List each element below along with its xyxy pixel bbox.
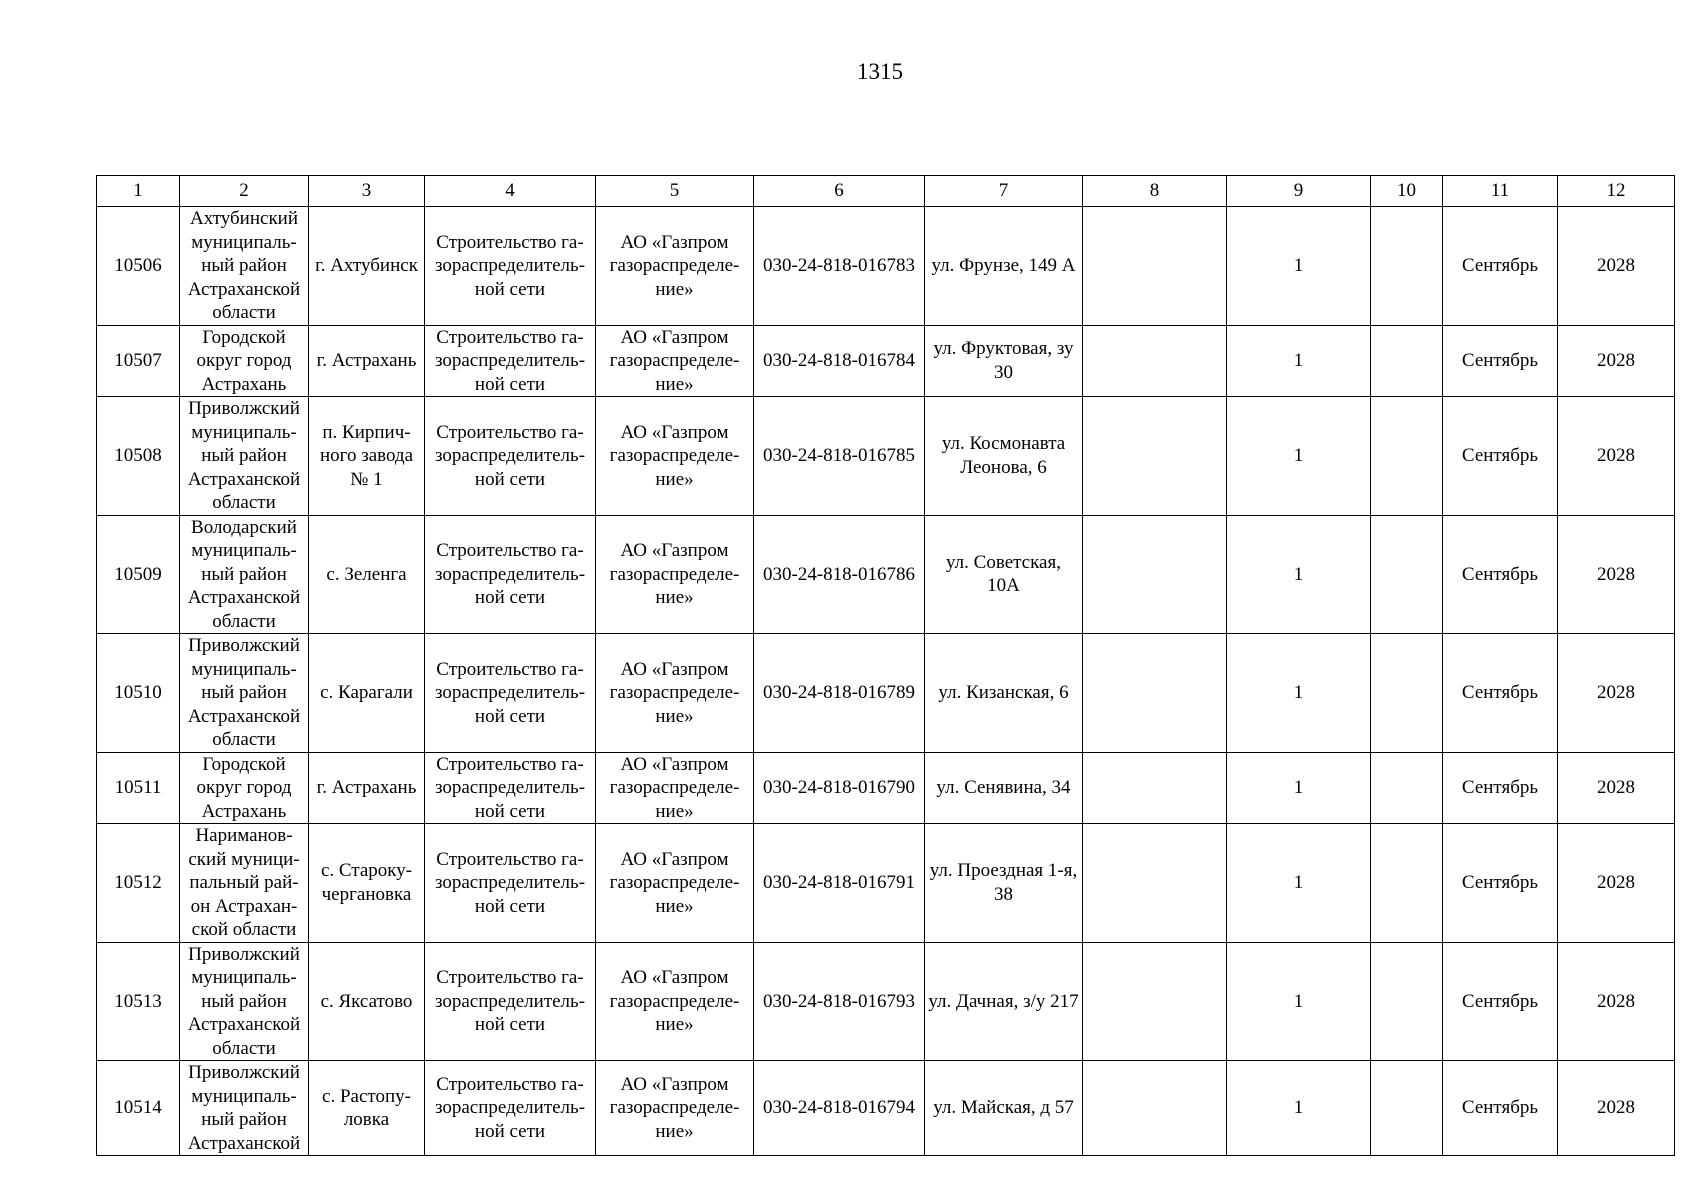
- object-code-cell: 030-24-818-016793: [754, 942, 925, 1061]
- column-number-cell: 3: [309, 176, 425, 207]
- month-cell: Сентябрь: [1443, 634, 1558, 753]
- municipality-cell: Приволжский муниципаль- ный район Астраханской: [180, 1061, 309, 1156]
- column-10-cell: [1371, 634, 1443, 753]
- column-10-cell: [1371, 397, 1443, 516]
- column-8-cell: [1083, 634, 1227, 753]
- column-number-row: [97, 176, 1675, 207]
- address-cell: ул. Майская, д 57: [925, 1061, 1083, 1156]
- column-10-cell: [1371, 824, 1443, 943]
- column-8-cell: [1083, 942, 1227, 1061]
- column-10-cell: [1371, 515, 1443, 634]
- municipality-cell: Приволжский муниципаль- ный район Астраханской области: [180, 634, 309, 753]
- object-code-cell: 030-24-818-016789: [754, 634, 925, 753]
- column-8-cell: [1083, 397, 1227, 516]
- municipality-cell: Володарский муниципаль- ный район Астраханской области: [180, 515, 309, 634]
- work-type-cell: Строительство га- зораспределитель- ной сети: [425, 824, 596, 943]
- month-cell: Сентябрь: [1443, 515, 1558, 634]
- column-10-cell: [1371, 752, 1443, 824]
- address-cell: ул. Сенявина, 34: [925, 752, 1083, 824]
- year-cell: 2028: [1558, 515, 1675, 634]
- row-number-cell: 10514: [97, 1061, 180, 1156]
- work-type-cell: Строительство га- зораспределитель- ной сети: [425, 515, 596, 634]
- address-cell: ул. Дачная, з/у 217: [925, 942, 1083, 1061]
- settlement-cell: с. Растопу- ловка: [309, 1061, 425, 1156]
- quantity-cell: 1: [1227, 1061, 1371, 1156]
- column-number-cell: 10: [1371, 176, 1443, 207]
- table-row: [97, 325, 1675, 397]
- row-number-cell: 10511: [97, 752, 180, 824]
- work-type-cell: Строительство га- зораспределитель- ной сети: [425, 325, 596, 397]
- settlement-cell: с. Яксатово: [309, 942, 425, 1061]
- row-number-cell: 10513: [97, 942, 180, 1061]
- column-number-cell: 9: [1227, 176, 1371, 207]
- municipality-cell: Приволжский муниципаль- ный район Астраханской области: [180, 397, 309, 516]
- settlement-cell: г. Астрахань: [309, 325, 425, 397]
- year-cell: 2028: [1558, 325, 1675, 397]
- settlement-cell: г. Ахтубинск: [309, 207, 425, 326]
- object-code-cell: 030-24-818-016790: [754, 752, 925, 824]
- municipality-cell: Ахтубинский муниципаль- ный район Астраханской области: [180, 207, 309, 326]
- object-code-cell: 030-24-818-016783: [754, 207, 925, 326]
- address-cell: ул. Кизанская, 6: [925, 634, 1083, 753]
- work-type-cell: Строительство га- зораспределитель- ной сети: [425, 207, 596, 326]
- column-number-cell: 2: [180, 176, 309, 207]
- table-row: [97, 397, 1675, 516]
- municipality-cell: Нариманов- ский муници- пальный рай- он Астрахан- ской области: [180, 824, 309, 943]
- quantity-cell: 1: [1227, 515, 1371, 634]
- month-cell: Сентябрь: [1443, 942, 1558, 1061]
- month-cell: Сентябрь: [1443, 824, 1558, 943]
- work-type-cell: Строительство га- зораспределитель- ной сети: [425, 1061, 596, 1156]
- object-code-cell: 030-24-818-016784: [754, 325, 925, 397]
- address-cell: ул. Фрунзе, 149 А: [925, 207, 1083, 326]
- object-code-cell: 030-24-818-016786: [754, 515, 925, 634]
- table-row: [97, 207, 1675, 326]
- register-table: [96, 175, 1675, 1156]
- row-number-cell: 10507: [97, 325, 180, 397]
- quantity-cell: 1: [1227, 824, 1371, 943]
- year-cell: 2028: [1558, 1061, 1675, 1156]
- quantity-cell: 1: [1227, 397, 1371, 516]
- organization-cell: АО «Газпром газораспределе- ние»: [596, 634, 754, 753]
- column-10-cell: [1371, 207, 1443, 326]
- column-number-cell: 8: [1083, 176, 1227, 207]
- column-number-cell: 12: [1558, 176, 1675, 207]
- settlement-cell: с. Зеленга: [309, 515, 425, 634]
- column-number-cell: 7: [925, 176, 1083, 207]
- address-cell: ул. Космонавта Леонова, 6: [925, 397, 1083, 516]
- year-cell: 2028: [1558, 397, 1675, 516]
- row-number-cell: 10508: [97, 397, 180, 516]
- address-cell: ул. Проездная 1-я, 38: [925, 824, 1083, 943]
- object-code-cell: 030-24-818-016791: [754, 824, 925, 943]
- year-cell: 2028: [1558, 752, 1675, 824]
- month-cell: Сентябрь: [1443, 1061, 1558, 1156]
- table-row: [97, 752, 1675, 824]
- row-number-cell: 10509: [97, 515, 180, 634]
- table-row: [97, 824, 1675, 943]
- organization-cell: АО «Газпром газораспределе- ние»: [596, 397, 754, 516]
- column-number-cell: 6: [754, 176, 925, 207]
- year-cell: 2028: [1558, 824, 1675, 943]
- settlement-cell: с. Карагали: [309, 634, 425, 753]
- row-number-cell: 10506: [97, 207, 180, 326]
- column-10-cell: [1371, 942, 1443, 1061]
- organization-cell: АО «Газпром газораспределе- ние»: [596, 515, 754, 634]
- month-cell: Сентябрь: [1443, 397, 1558, 516]
- year-cell: 2028: [1558, 942, 1675, 1061]
- address-cell: ул. Фруктовая, зу 30: [925, 325, 1083, 397]
- month-cell: Сентябрь: [1443, 752, 1558, 824]
- quantity-cell: 1: [1227, 207, 1371, 326]
- column-8-cell: [1083, 207, 1227, 326]
- settlement-cell: г. Астрахань: [309, 752, 425, 824]
- address-cell: ул. Советская, 10А: [925, 515, 1083, 634]
- municipality-cell: Городской округ город Астрахань: [180, 752, 309, 824]
- table-row: [97, 942, 1675, 1061]
- organization-cell: АО «Газпром газораспределе- ние»: [596, 942, 754, 1061]
- work-type-cell: Строительство га- зораспределитель- ной сети: [425, 397, 596, 516]
- table-row: [97, 1061, 1675, 1156]
- municipality-cell: Городской округ город Астрахань: [180, 325, 309, 397]
- organization-cell: АО «Газпром газораспределе- ние»: [596, 1061, 754, 1156]
- month-cell: Сентябрь: [1443, 325, 1558, 397]
- column-8-cell: [1083, 824, 1227, 943]
- organization-cell: АО «Газпром газораспределе- ние»: [596, 824, 754, 943]
- column-8-cell: [1083, 515, 1227, 634]
- year-cell: 2028: [1558, 207, 1675, 326]
- column-number-cell: 4: [425, 176, 596, 207]
- work-type-cell: Строительство га- зораспределитель- ной сети: [425, 942, 596, 1061]
- table-row: [97, 634, 1675, 753]
- column-10-cell: [1371, 1061, 1443, 1156]
- column-number-cell: 1: [97, 176, 180, 207]
- column-10-cell: [1371, 325, 1443, 397]
- month-cell: Сентябрь: [1443, 207, 1558, 326]
- column-number-cell: 11: [1443, 176, 1558, 207]
- column-8-cell: [1083, 752, 1227, 824]
- quantity-cell: 1: [1227, 325, 1371, 397]
- organization-cell: АО «Газпром газораспределе- ние»: [596, 325, 754, 397]
- object-code-cell: 030-24-818-016785: [754, 397, 925, 516]
- work-type-cell: Строительство га- зораспределитель- ной сети: [425, 752, 596, 824]
- row-number-cell: 10512: [97, 824, 180, 943]
- quantity-cell: 1: [1227, 752, 1371, 824]
- settlement-cell: п. Кирпич- ного завода № 1: [309, 397, 425, 516]
- page-number: 1315: [857, 59, 903, 84]
- organization-cell: АО «Газпром газораспределе- ние»: [596, 207, 754, 326]
- column-8-cell: [1083, 325, 1227, 397]
- quantity-cell: 1: [1227, 942, 1371, 1061]
- column-number-cell: 5: [596, 176, 754, 207]
- settlement-cell: с. Староку- чергановка: [309, 824, 425, 943]
- column-8-cell: [1083, 1061, 1227, 1156]
- work-type-cell: Строительство га- зораспределитель- ной сети: [425, 634, 596, 753]
- object-code-cell: 030-24-818-016794: [754, 1061, 925, 1156]
- row-number-cell: 10510: [97, 634, 180, 753]
- table-row: [97, 515, 1675, 634]
- quantity-cell: 1: [1227, 634, 1371, 753]
- year-cell: 2028: [1558, 634, 1675, 753]
- organization-cell: АО «Газпром газораспределе- ние»: [596, 752, 754, 824]
- municipality-cell: Приволжский муниципаль- ный район Астраханской области: [180, 942, 309, 1061]
